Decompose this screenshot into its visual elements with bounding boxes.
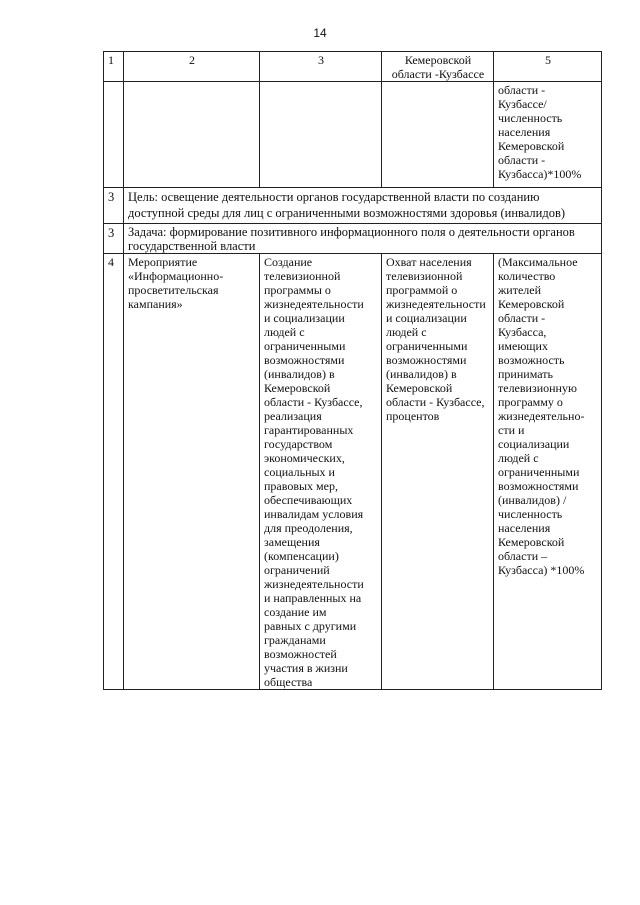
empty-cell (260, 82, 382, 188)
table-row-continuation (104, 82, 602, 188)
empty-cell (124, 82, 260, 188)
row-number: 3 (104, 188, 124, 224)
indicator-table (103, 51, 602, 690)
indicator-name-cell: Охват населения телевизионной программой о жизнедеятельности и социализации людей с ограниченными возможностями (инвалидов) в Кемеровской области - Кузбассе, процентов (382, 254, 494, 690)
header-col-2: 2 (124, 52, 260, 82)
row-number: 3 (104, 224, 124, 254)
table-row-goal (104, 188, 602, 224)
table-header-row (104, 52, 602, 82)
formula-continuation-cell: области - Кузбассе/ численность населения Кемеровской области - Кузбасса)*100% (494, 82, 602, 188)
table-row-task (104, 224, 602, 254)
event-name-cell: Мероприятие «Информационно- просветительская кампания» (124, 254, 260, 690)
goal-text: Цель: освещение деятельности органов государственной власти по созданию доступной среды для лиц с ограниченными возможностями здоровья (инвалидов) (124, 188, 602, 224)
event-description-cell: Создание телевизионной программы о жизнедеятельности и социализации людей с ограниченными возможностями (инвалидов) в Кемеровской области - Кузбассе, реализация гарантированных государством экономических, социальных и правовых мер, обеспечивающих инвалидам условия для преодоления, замещения (компенсации) ограничений жизнедеятельности и направленных на создание им равных с другими гражданами возможностей участия в жизни общества (260, 254, 382, 690)
indicator-formula-cell: (Максимальное количество жителей Кемеровской области - Кузбасса, имеющих возможность принимать телевизионную программу о жизнедеятельно- сти и социализации людей с ограниченными возможностями (инвалидов) / численность населения Кемеровской области – Кузбасса) *100% (494, 254, 602, 690)
empty-cell (104, 82, 124, 188)
empty-cell (382, 82, 494, 188)
task-text: Задача: формирование позитивного информационного поля о деятельности органов государственной власти (124, 224, 602, 254)
page-number: 14 (313, 26, 327, 40)
header-col-4: Кемеровской области -Кузбассе (382, 52, 494, 82)
table-row-event (104, 254, 602, 690)
header-col-1: 1 (104, 52, 124, 82)
header-col-5: 5 (494, 52, 602, 82)
header-col-3: 3 (260, 52, 382, 82)
row-number: 4 (104, 254, 124, 690)
